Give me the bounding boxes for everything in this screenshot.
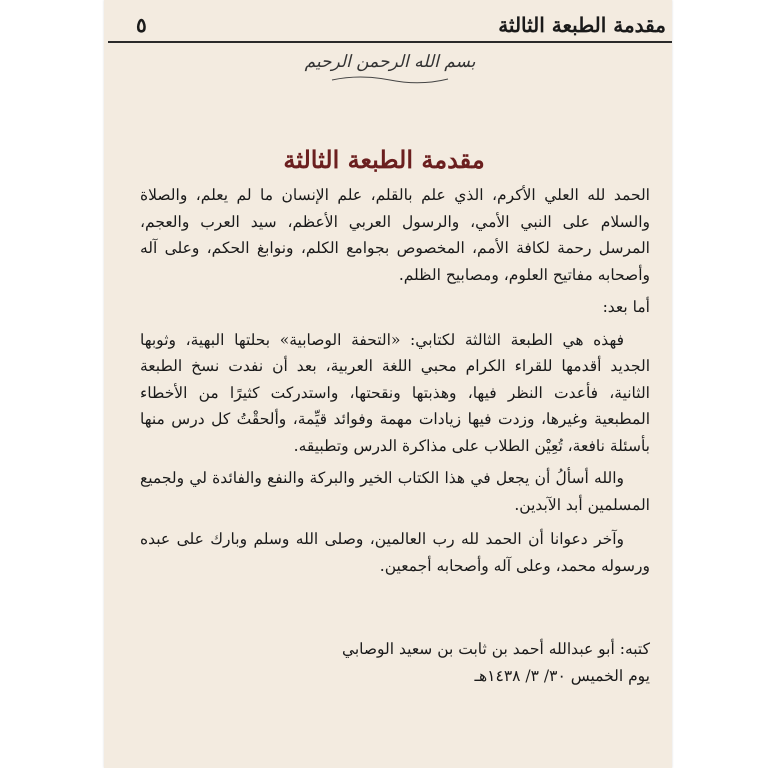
author-line: كتبه: أبو عبدالله أحمد بن ثابت بن سعيد الوصابي: [341, 640, 650, 658]
header-rule: [108, 41, 672, 43]
page-number: ٥: [136, 13, 147, 37]
running-title: مقدمة الطبعة الثالثة: [498, 13, 666, 37]
basmala-calligraphy: [240, 52, 540, 98]
paragraph-amma-bad: أما بعد:: [602, 298, 650, 316]
paragraph-opening: الحمد لله العلي الأكرم، الذي علم بالقلم، علم الإنسان ما لم يعلم، والصلاة والسلام على النبي الأمي، والرسول العربي الأعظم، سيد العرب والعجم، المرسل رحمة لكافة الأمم، المخصوص بجوامع الكلم، ونوابغ الحكم، وعلى آله وأصحابه مفاتيح العلوم، ومصابيح الظلم.: [140, 186, 650, 284]
running-header: [120, 6, 672, 42]
body-text: [140, 182, 650, 585]
section-heading: مقدمة الطبعة الثالثة: [283, 145, 485, 174]
paragraph-main: فهذه هي الطبعة الثالثة لكتابي: «التحفة الوصابية» بحلتها البهية، وثوبها الجديد أقدمها للقراء الكرام محبي اللغة العربية، بعد أن نفدت نسخ الطبعة الثانية، فأعدت النظر فيها، وهذبتها ونقحتها، واستدركت كثيرًا من الأخطاء المطبعية وغيرها، وزدت فيها زيادات مهمة وفوائد قيِّمة، وألحقْتُ كل درس منها بأسئلة نافعة، تُعِيْن الطلاب على مذاكرة الدرس وتطبيقه.: [140, 330, 650, 455]
signature-block: [140, 636, 650, 690]
flourish-ornament: [330, 74, 450, 84]
paragraph-prayer: والله أسألُ أن يجعل في هذا الكتاب الخير والبركة والنفع والفائدة لي ولجميع المسلمين أبد الآبدين.: [140, 469, 650, 514]
paragraph-closing: وآخر دعوانا أن الحمد لله رب العالمين، وصلى الله وسلم وبارك على عبده ورسوله محمد، وعلى آله وأصحابه أجمعين.: [140, 530, 650, 575]
basmala-text: بسم الله الرحمن الرحيم: [304, 52, 476, 72]
date-line: يوم الخميس ٣٠/ ٣/ ١٤٣٨هـ: [474, 667, 650, 685]
